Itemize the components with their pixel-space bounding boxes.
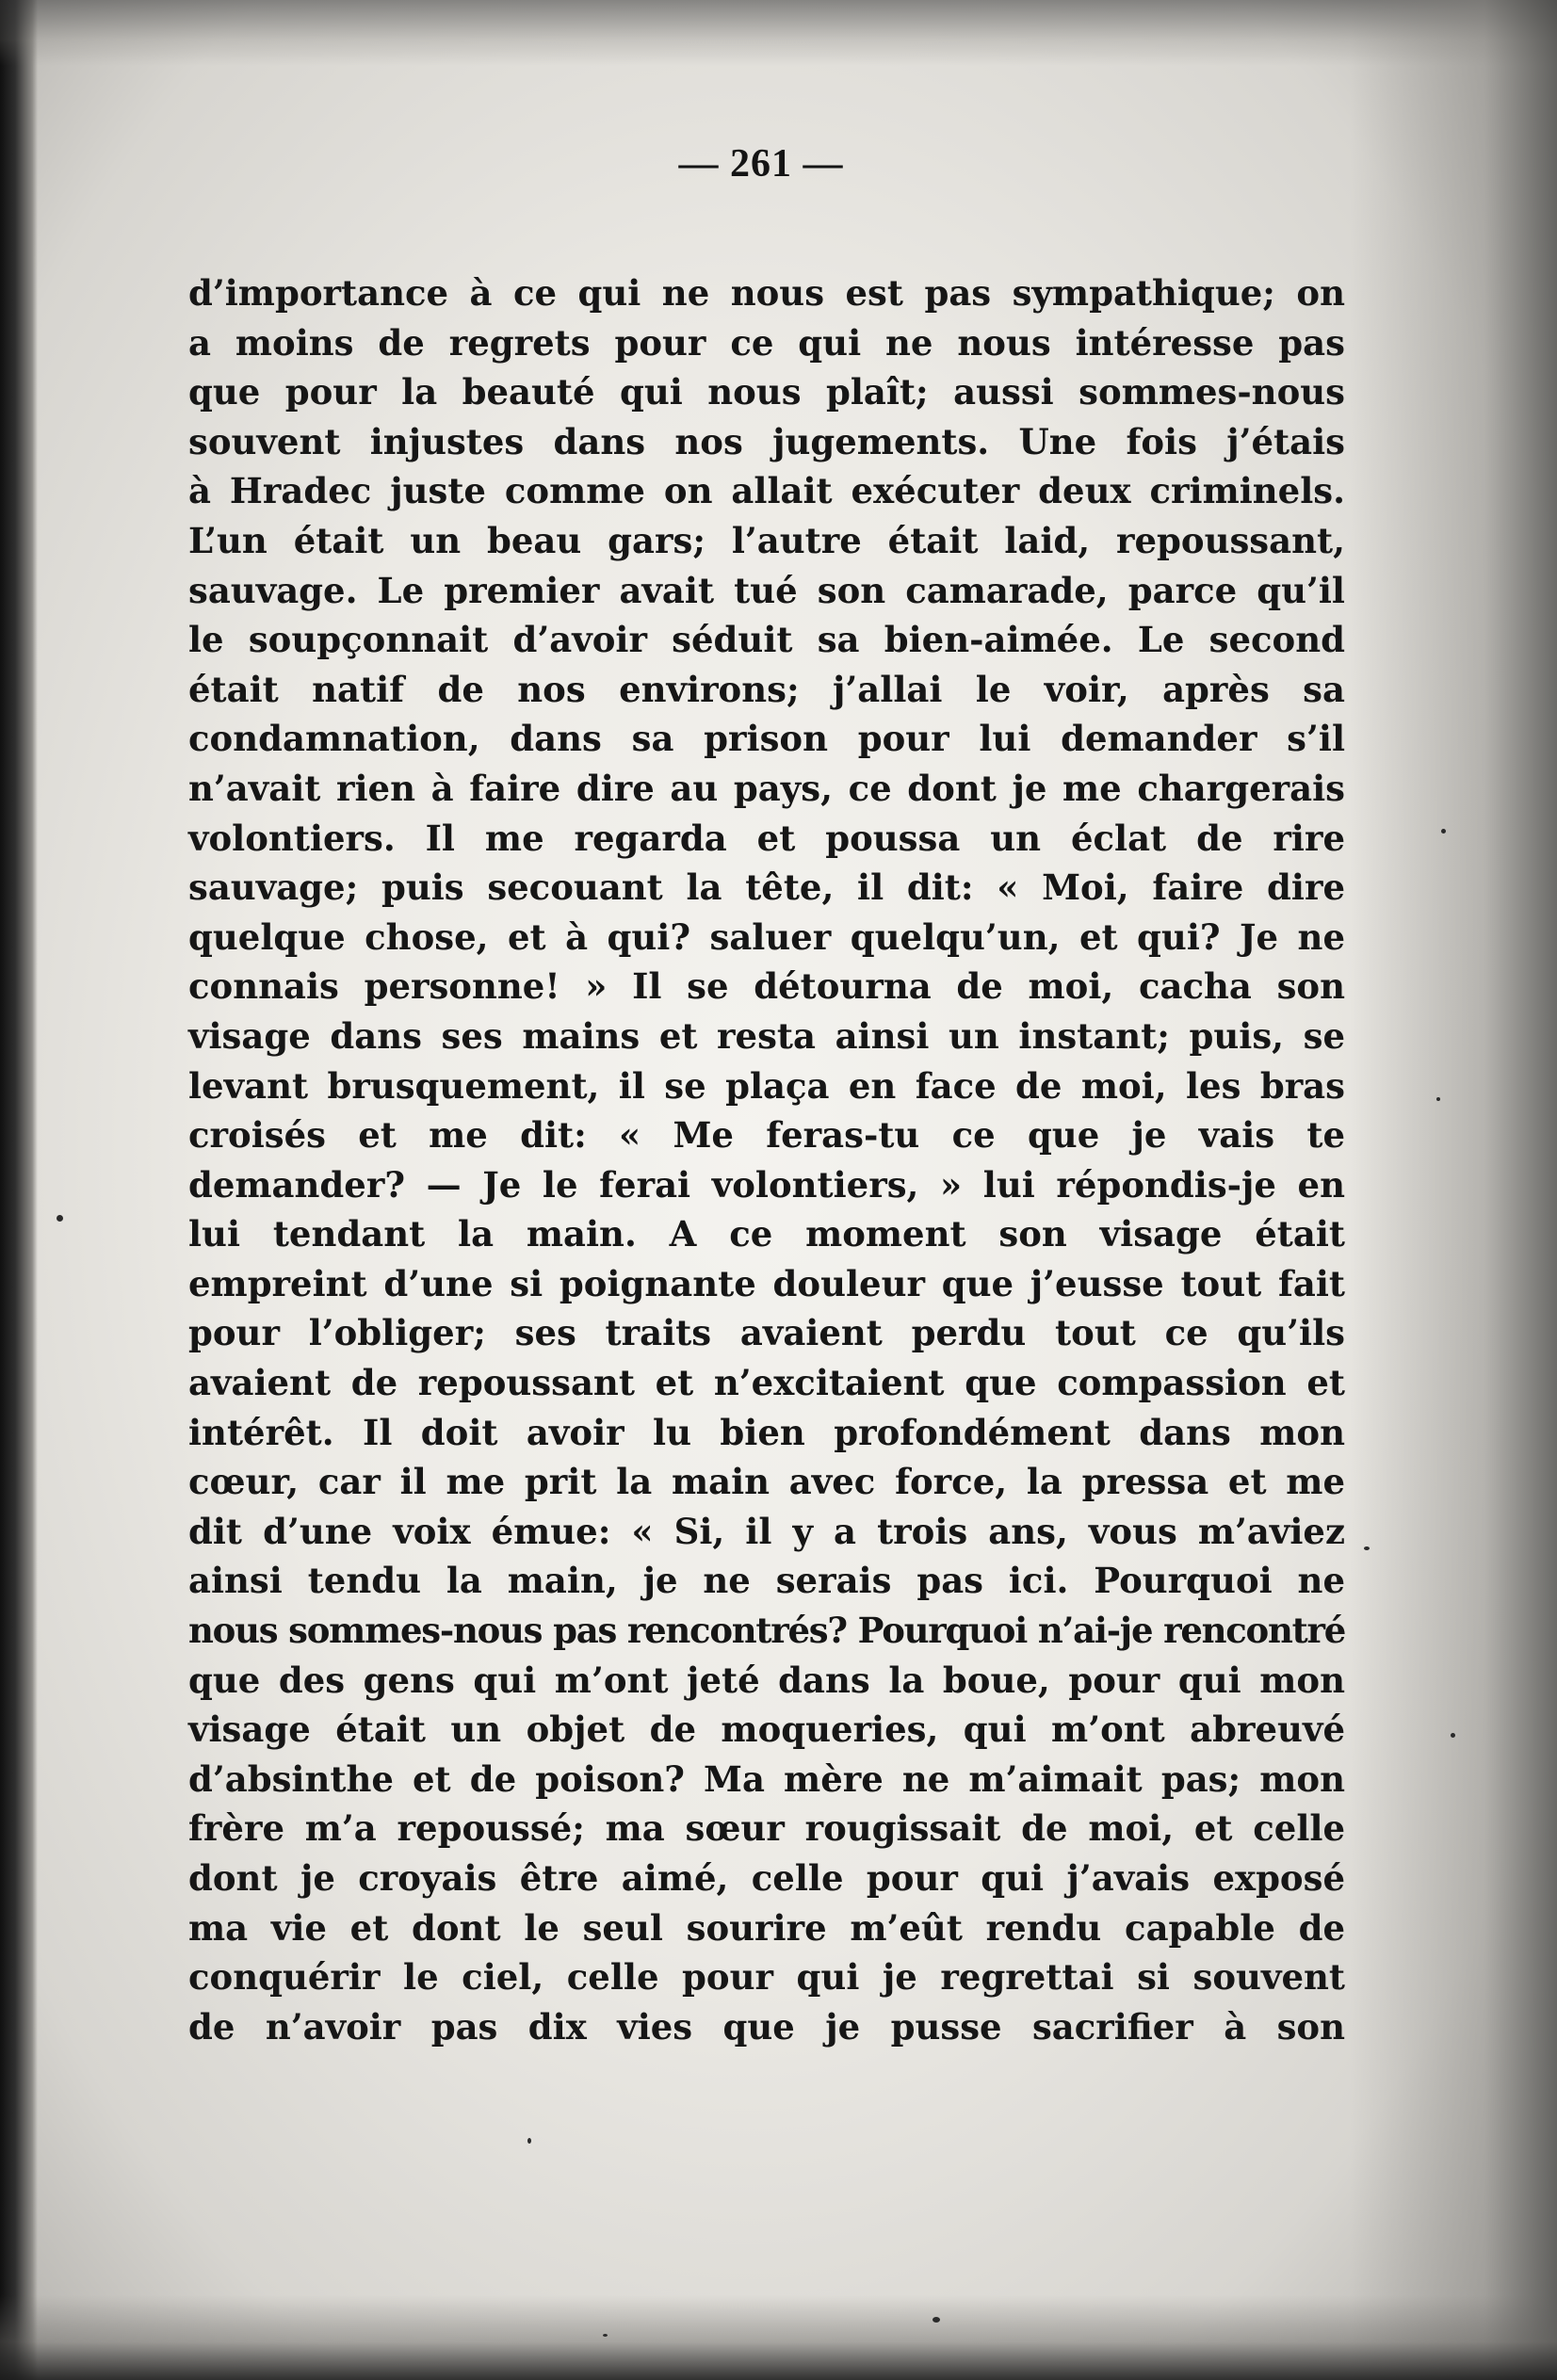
text-line: volontiers. Il me regarda et poussa un éclat de rire <box>188 817 1345 859</box>
text-line: a moins de regrets pour ce qui ne nous intéresse pas <box>188 321 1345 364</box>
dust-speck <box>1441 829 1446 834</box>
text-line: quelque chose, et à qui? saluer quelqu’un, et qui? Je ne <box>188 915 1345 958</box>
text-line: conquérir le ciel, celle pour qui je regrettai si souvent <box>188 1956 1345 1999</box>
dust-speck <box>57 1215 63 1222</box>
text-line: sauvage. Le premier avait tué son camarade, parce qu’il <box>188 569 1345 611</box>
dust-speck <box>1436 1097 1440 1101</box>
text-line: ma vie et dont le seul sourire m’eût rendu capable de <box>188 1906 1345 1949</box>
text-line: condamnation, dans sa prison pour lui demander s’il <box>188 718 1345 760</box>
body-text <box>188 268 1345 2051</box>
text-line: intérêt. Il doit avoir lu bien profondément dans mon <box>188 1411 1345 1453</box>
text-line: nous sommes-nous pas rencontrés? Pourquoi n’ai-je rencontré <box>188 1610 1345 1652</box>
text-line: visage dans ses mains et resta ainsi un instant; puis, se <box>188 1014 1345 1057</box>
text-line: que pour la beauté qui nous plaît; aussi sommes-nous <box>188 371 1345 413</box>
text-line: d’importance à ce qui ne nous est pas sympathique; on <box>188 272 1345 314</box>
page-right-shadow <box>1350 0 1557 2380</box>
text-line: le soupçonnait d’avoir séduit sa bien-aimée. Le second <box>188 619 1345 661</box>
text-line: frère m’a repoussé; ma sœur rougissait de moi, et celle <box>188 1807 1345 1850</box>
page-number: — 261 — <box>678 142 844 186</box>
text-line: L’un était un beau gars; l’autre était laid, repoussant, <box>188 519 1345 561</box>
text-line: à Hradec juste comme on allait exécuter deux criminels. <box>188 470 1345 512</box>
text-line: empreint d’une si poignante douleur que j’eusse tout fait <box>188 1262 1345 1304</box>
text-line: croisés et me dit: « Me feras-tu ce que je vais te <box>188 1114 1345 1157</box>
text-line: ainsi tendu la main, je ne serais pas ici. Pourquoi ne <box>188 1560 1345 1602</box>
dust-speck <box>1451 1733 1455 1738</box>
text-line: connais personne! » Il se détourna de moi, cacha son <box>188 965 1345 1008</box>
text-line: cœur, car il me prit la main avec force, la pressa et me <box>188 1461 1345 1503</box>
text-line: souvent injustes dans nos jugements. Une fois j’étais <box>188 420 1345 462</box>
page-top-shadow <box>0 0 1557 66</box>
dust-speck <box>603 2334 608 2337</box>
dust-speck <box>933 2317 940 2323</box>
text-line: n’avait rien à faire dire au pays, ce dont je me chargerais <box>188 767 1345 809</box>
text-line: dit d’une voix émue: « Si, il y a trois ans, vous m’aviez <box>188 1510 1345 1552</box>
text-line: était natif de nos environs; j’allai le voir, après sa <box>188 668 1345 710</box>
text-line: levant brusquement, il se plaça en face de moi, les bras <box>188 1064 1345 1107</box>
text-line: visage était un objet de moqueries, qui m’ont abreuvé <box>188 1708 1345 1751</box>
page-gutter-shadow <box>0 0 38 2380</box>
text-line: de n’avoir pas dix vies que je pusse sacrifier à son <box>188 2005 1345 2048</box>
page-bottom-shadow <box>0 2295 1557 2380</box>
dust-speck <box>1364 1546 1370 1550</box>
text-line: lui tendant la main. A ce moment son visage était <box>188 1213 1345 1255</box>
text-line: que des gens qui m’ont jeté dans la boue, pour qui mon <box>188 1659 1345 1701</box>
text-line: avaient de repoussant et n’excitaient que compassion et <box>188 1362 1345 1404</box>
text-line: d’absinthe et de poison? Ma mère ne m’aimait pas; mon <box>188 1757 1345 1800</box>
text-line: demander? — Je le ferai volontiers, » lui répondis-je en <box>188 1163 1345 1206</box>
text-line: dont je croyais être aimé, celle pour qui j’avais exposé <box>188 1857 1345 1899</box>
dust-speck <box>527 2138 531 2144</box>
text-line: sauvage; puis secouant la tête, il dit: « Moi, faire dire <box>188 866 1345 909</box>
text-line: pour l’obliger; ses traits avaient perdu tout ce qu’ils <box>188 1312 1345 1354</box>
